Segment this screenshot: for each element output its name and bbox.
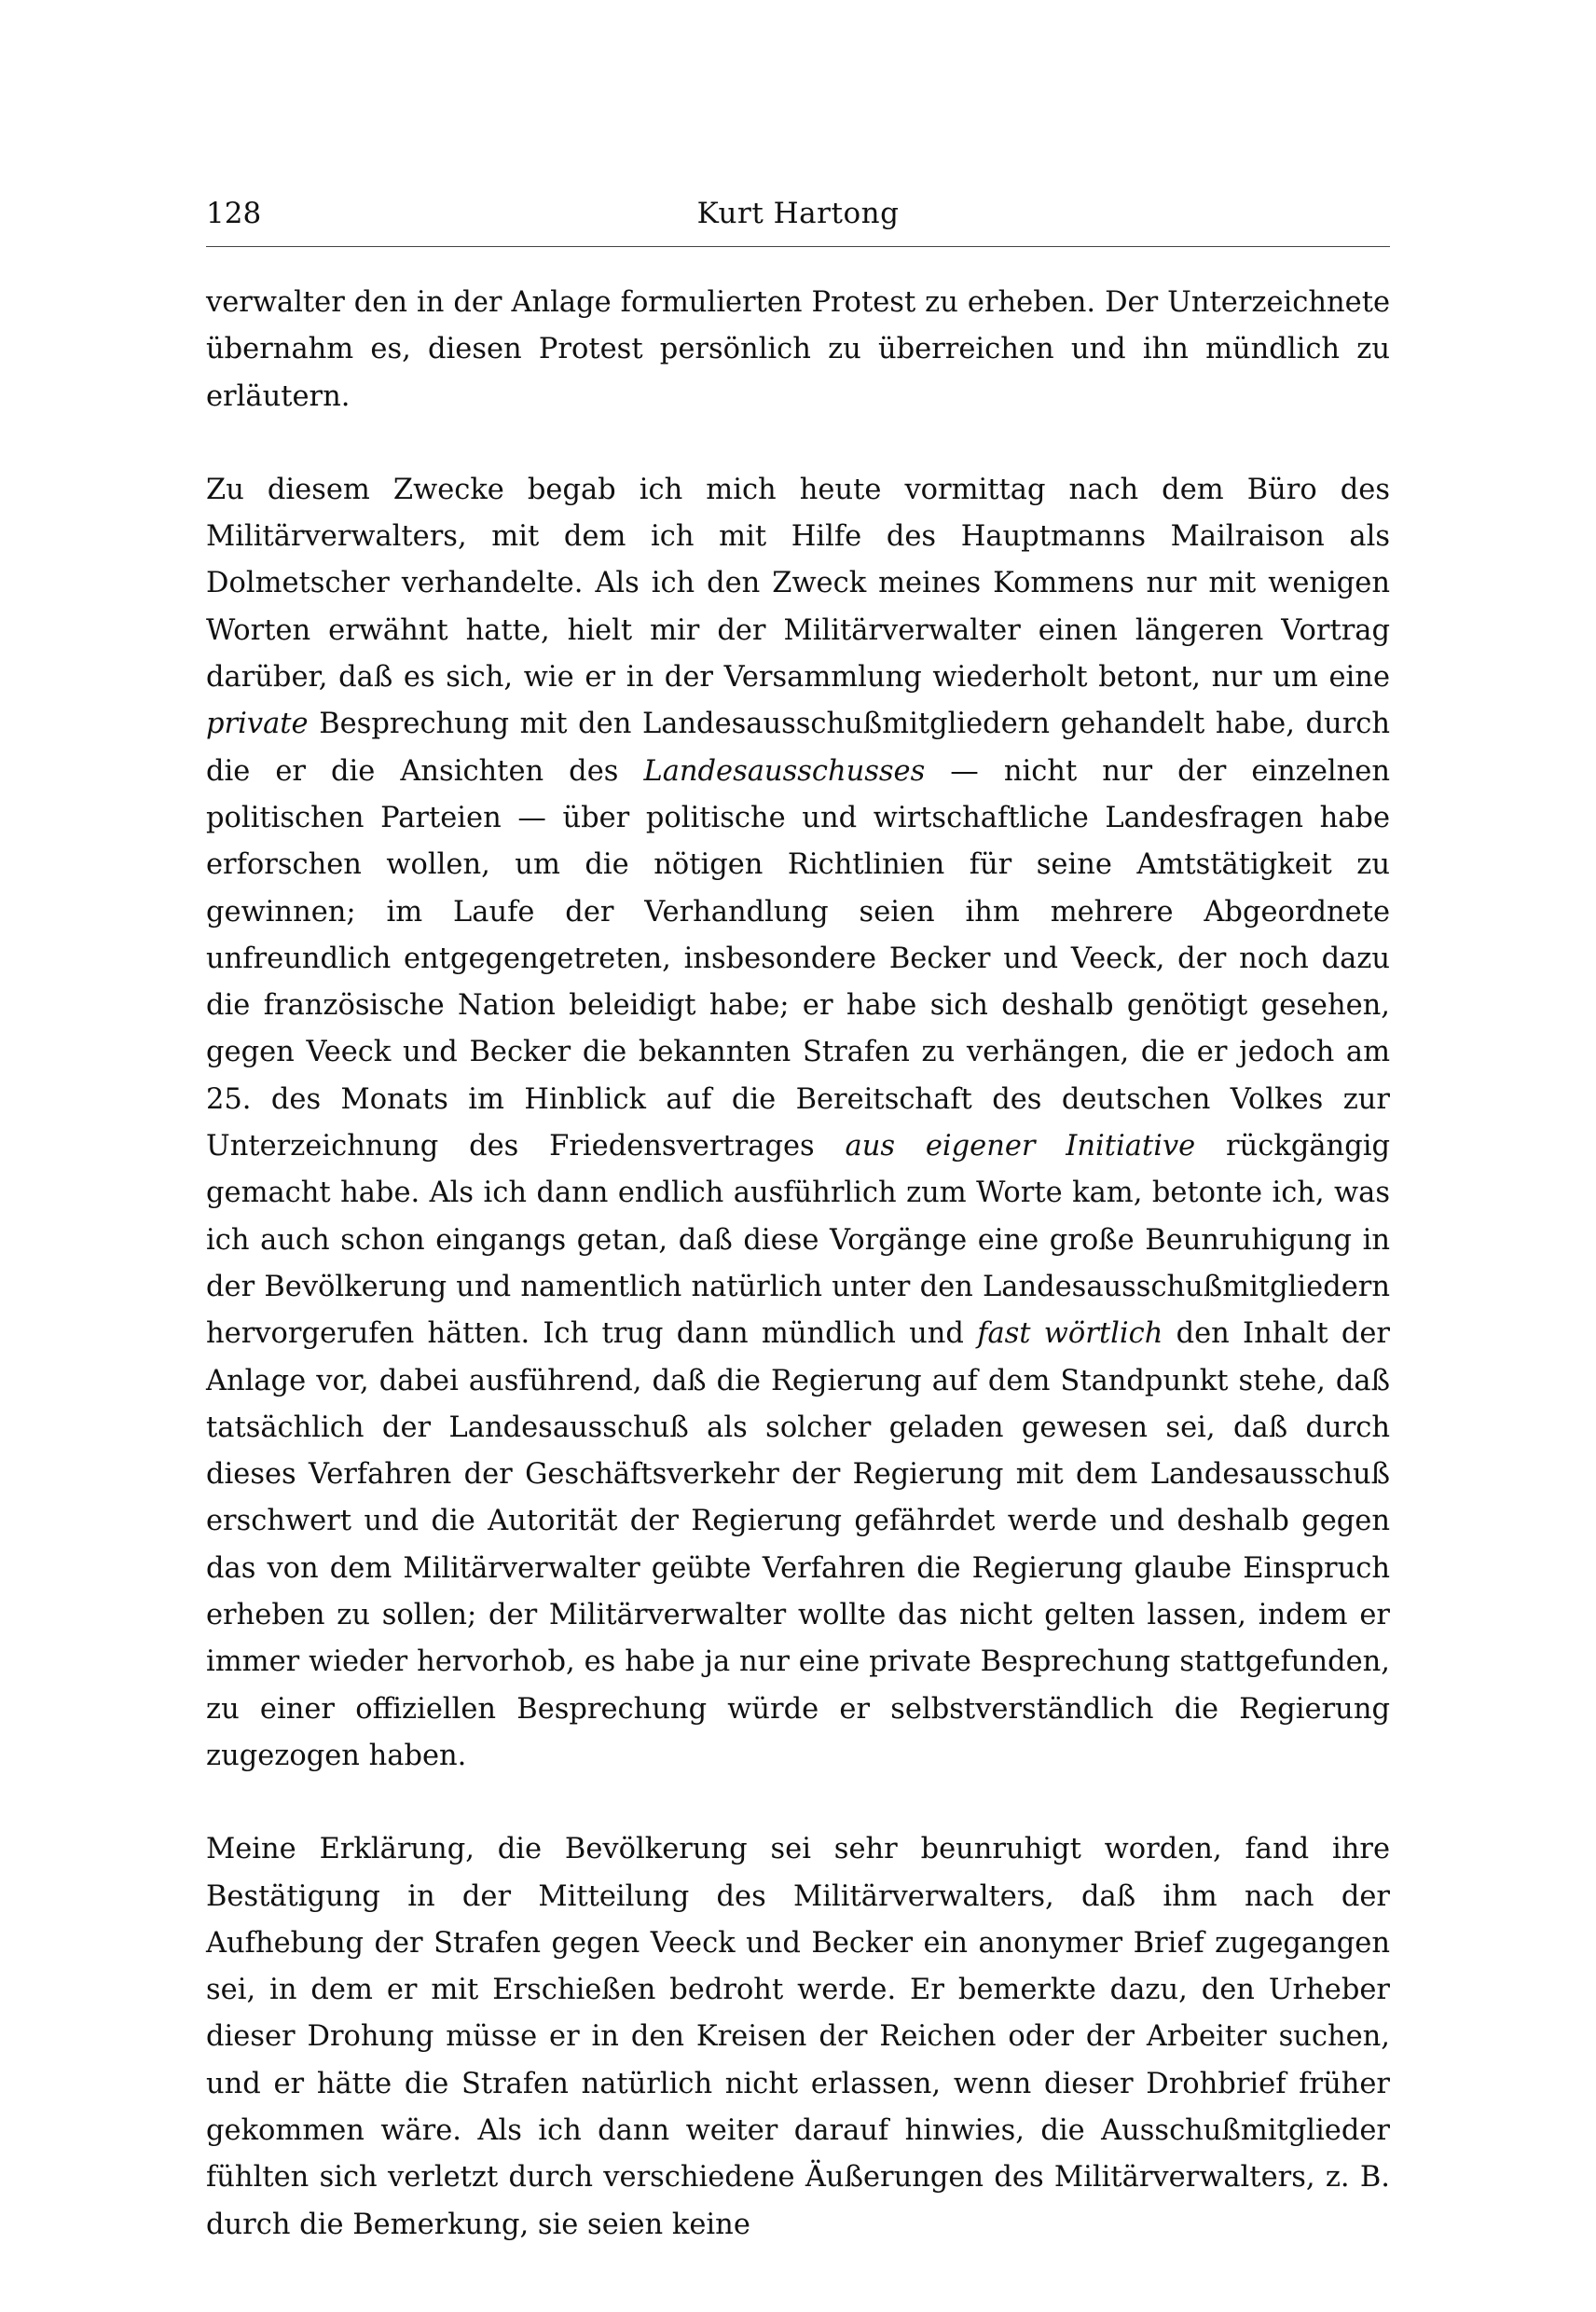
body-text <box>206 280 1390 2249</box>
paragraph-1 <box>206 280 1390 420</box>
page-number: 128 <box>206 197 262 230</box>
text-run: verwalter den in der Anlage formulierten Protest zu erheben. Der Unterzeichnete übernahm es, diesen Protest persönlich zu überreichen und ihn mündlich zu erläutern. <box>206 286 1390 413</box>
text-run: Meine Erklärung, die Bevölkerung sei sehr beunruhigt worden, fand ihre Bestätigung in der Mitteilung des Militärverwalters, daß ihm nach der Aufhebung der Strafen gegen Veeck und Becker ein anonymer Brief zugegangen sei, in dem er mit Erschießen bedroht werde. Er bemerkte dazu, den Urheber dieser Drohung müsse er in den Kreisen der Reichen oder der Arbeiter suchen, und er hätte die Strafen natürlich nicht erlassen, wenn dieser Drohbrief früher gekommen wäre. Als ich dann weiter darauf hinwies, die Ausschußmitglieder fühlten sich verletzt durch verschiedene Äußerungen des Militärverwalters, z. B. durch die Bemerkung, sie seien keine <box>206 1833 1390 2241</box>
italic-emphasis: fast wörtlich <box>977 1317 1163 1351</box>
text-run: Besprechung mit den Landesausschußmitgliedern gehandelt habe, durch die er die Ansichten des <box>206 708 1390 788</box>
running-head: Kurt Hartong <box>696 197 900 230</box>
paragraph-2 <box>206 467 1390 1780</box>
text-run: rückgängig gemacht habe. Als ich dann endlich ausführlich zum Worte kam, betonte ich, was ich auch schon eingangs getan, daß diese Vorgänge eine große Beunruhigung in der Bevölkerung und namentlich natürlich unter den Landesausschußmitgliedern hervorgerufen hätten. Ich trug dann mündlich und <box>206 1130 1390 1351</box>
page-header <box>206 190 1390 237</box>
italic-emphasis: aus eigener Initiative <box>845 1130 1196 1163</box>
italic-emphasis: Landesausschusses <box>643 754 926 788</box>
text-run: den Inhalt der Anlage vor, dabei ausführend, daß die Regierung auf dem Standpunkt stehe, daß tatsächlich der Landesausschuß als solcher geladen gewesen sei, daß durch dieses Verfahren der Geschäftsverkehr der Regierung mit dem Landesausschuß erschwert und die Autorität der Regierung gefährdet werde und deshalb gegen das von dem Militärverwalter geübte Verfahren die Regierung glaube Einspruch erheben zu sollen; der Militärverwalter wollte das nicht gelten lassen, indem er immer wieder hervorhob, es habe ja nur eine private Besprechung stattgefunden, zu einer offiziellen Besprechung würde er selbstverständlich die Regierung zugezogen haben. <box>206 1317 1390 1772</box>
header-rule <box>206 246 1390 247</box>
italic-emphasis: private <box>206 708 309 741</box>
paragraph-3 <box>206 1826 1390 2249</box>
text-run: Zu diesem Zwecke begab ich mich heute vormittag nach dem Büro des Militärverwalters, mit dem ich mit Hilfe des Hauptmanns Mailraison als Dolmetscher verhandelte. Als ich den Zweck meines Kommens nur mit wenigen Worten erwähnt hatte, hielt mir der Militärverwalter einen längeren Vortrag darüber, daß es sich, wie er in der Versammlung wiederholt betont, nur um eine <box>206 473 1390 695</box>
text-run: — nicht nur der einzelnen politischen Parteien — über politische und wirtschaftliche Landesfragen habe erforschen wollen, um die nötigen Richtlinien für seine Amtstätigkeit zu gewinnen; im Laufe der Verhandlung seien ihm mehrere Abgeordnete unfreundlich entgegengetreten, insbesondere Becker und Veeck, der noch dazu die französische Nation beleidigt habe; er habe sich deshalb genötigt gesehen, gegen Veeck und Becker die bekannten Strafen zu verhängen, die er jedoch am 25. des Monats im Hinblick auf die Bereitschaft des deutschen Volkes zur Unterzeichnung des Friedensvertrages <box>206 754 1390 1163</box>
